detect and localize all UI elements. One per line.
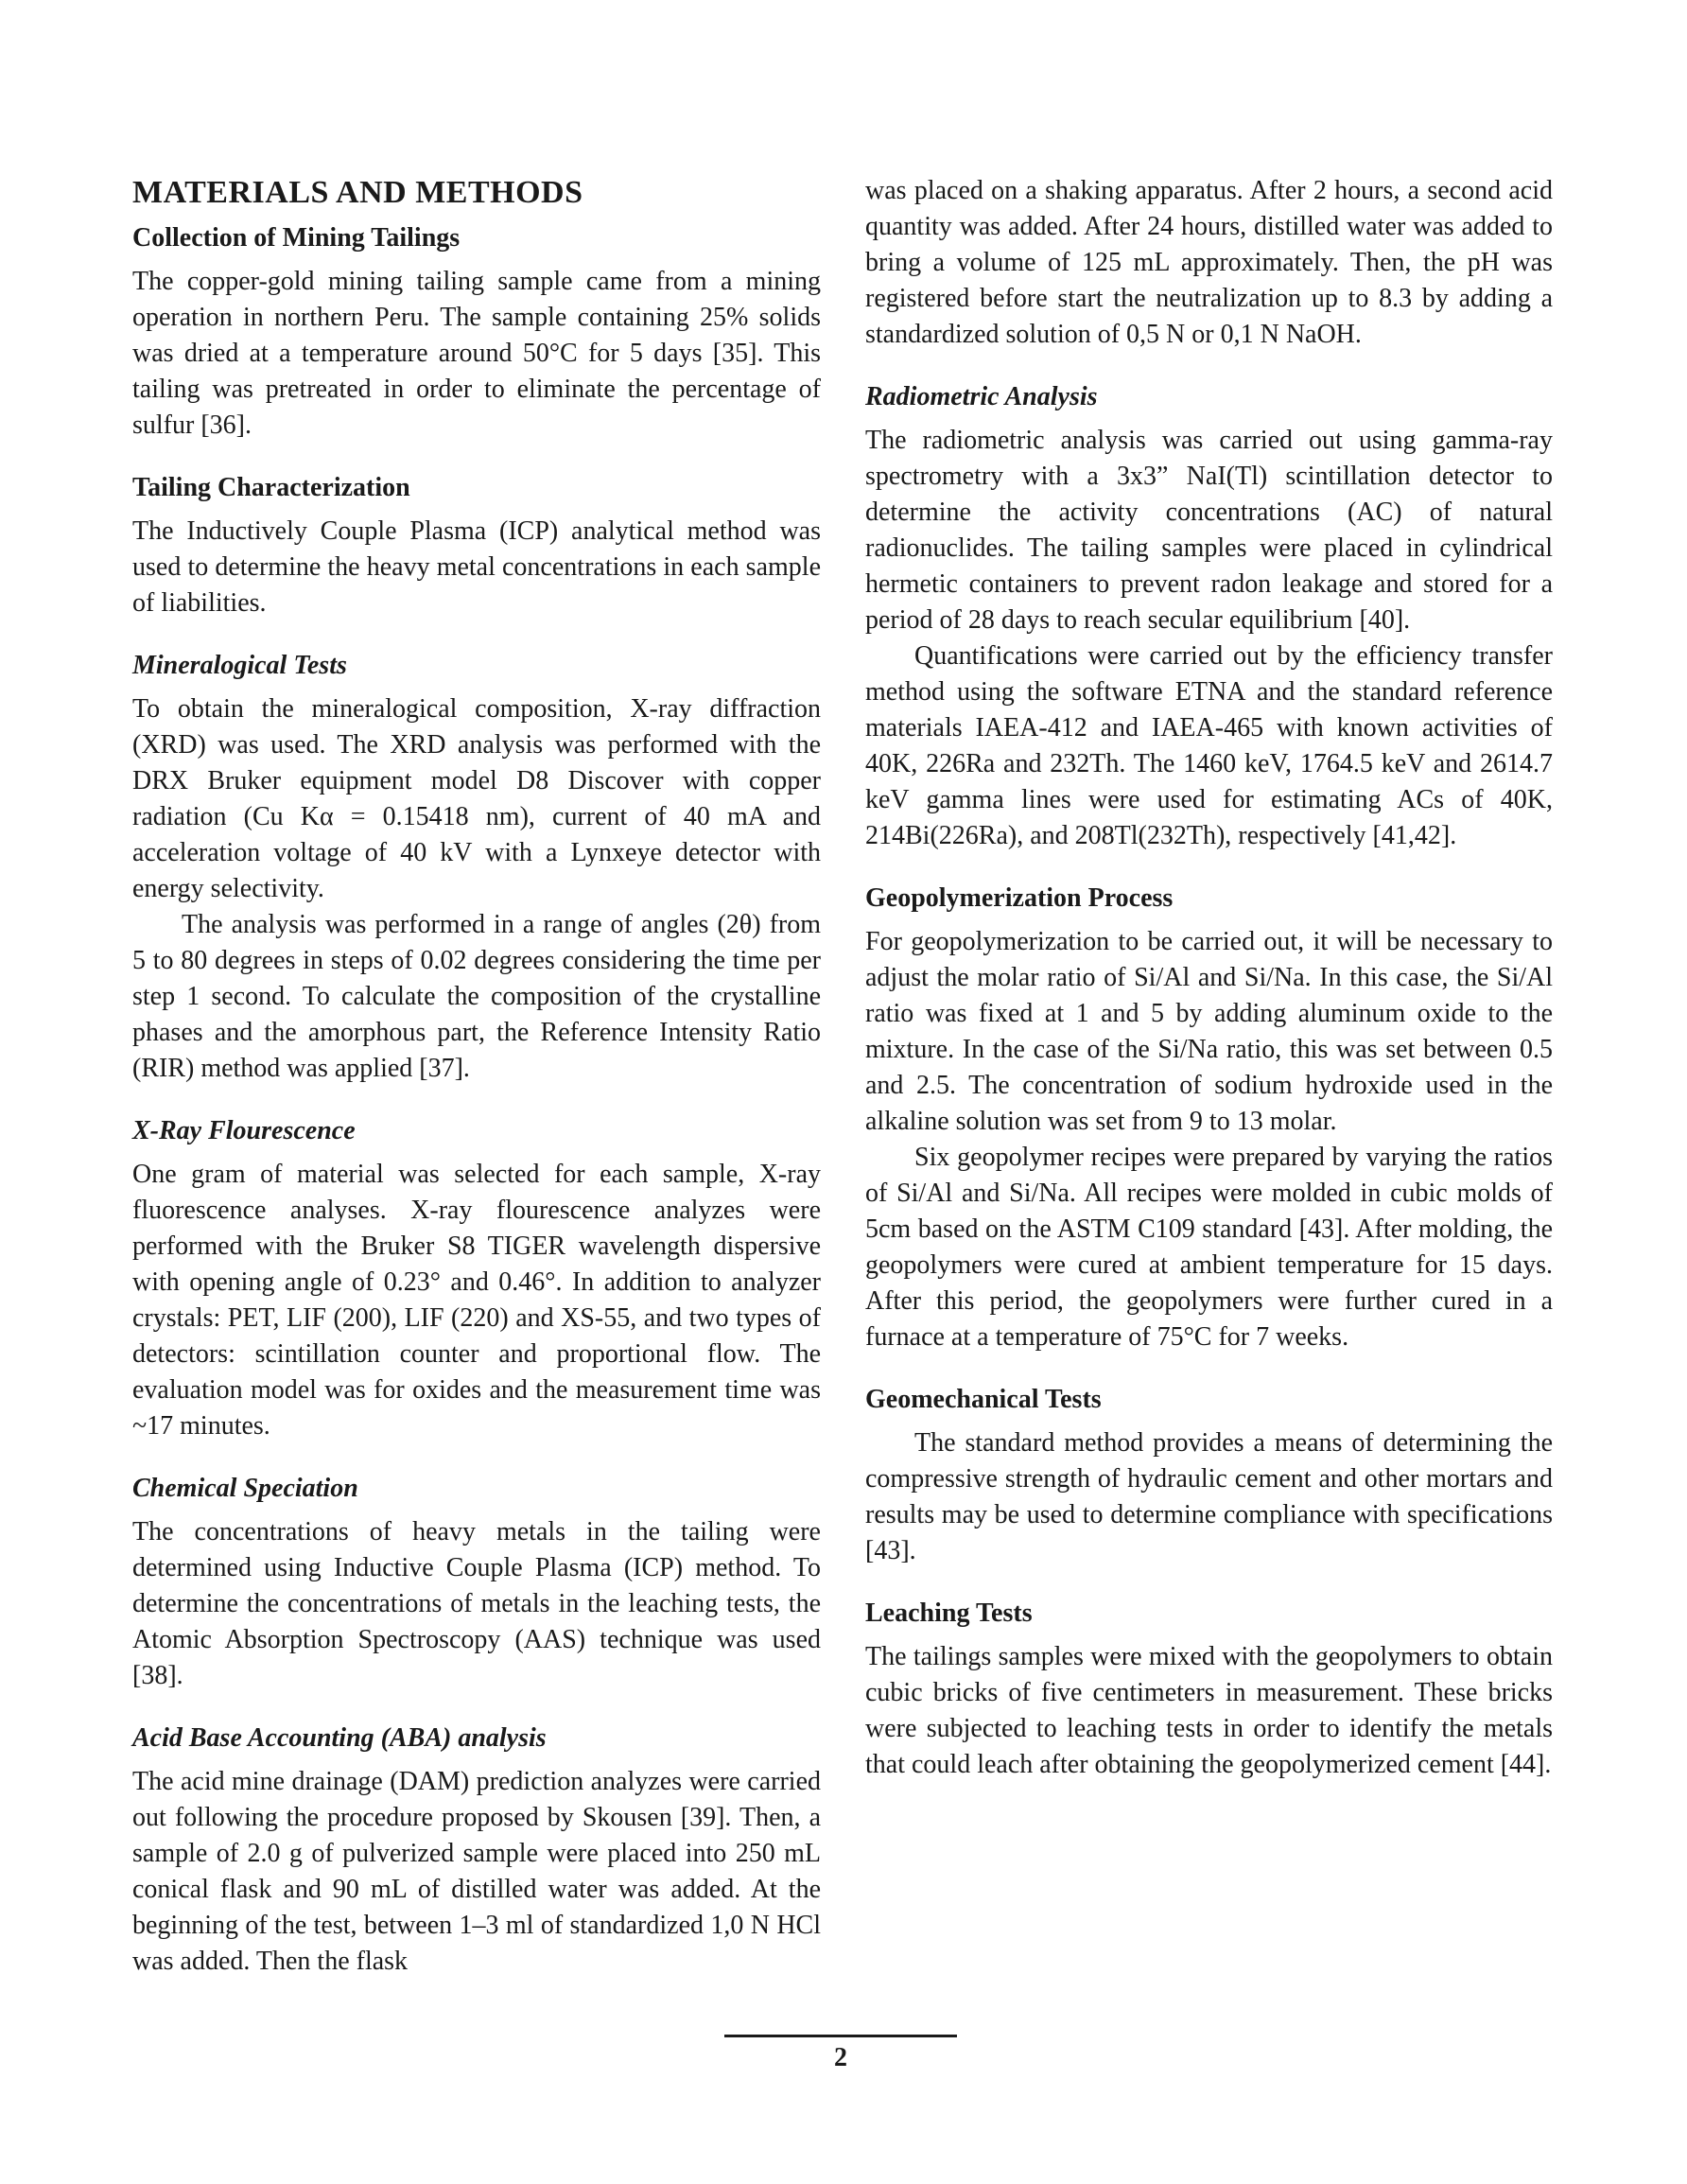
leaching-paragraph: The tailings samples were mixed with the geopolymers to obtain cubic bricks of five centimeters in measurement. These bricks were subjected to leaching tests in order to identify the metals that could leach after obtaining the geopolymerized cement [44].: [865, 1642, 1553, 1779]
right-column: [865, 173, 1553, 1783]
geopolymerization-paragraph-2: Six geopolymer recipes were prepared by varying the ratios of Si/Al and Si/Na. All recipes were molded in cubic molds of 5cm based on the ASTM C109 standard [43]. After molding, the geopolymers were cured at ambient temperature for 15 days. After this period, the geopolymers were further cured in a furnace at a temperature of 75°C for 7 weeks.: [865, 1143, 1553, 1352]
aba-heading: Acid Base Accounting (ABA) analysis: [132, 1723, 547, 1753]
xrf-paragraph: One gram of material was selected for each sample, X-ray fluorescence analyses. X-ray flourescence analyzes were performed with the Bruker S8 TIGER wavelength dispersive with opening angle of 0.23° and 0.46°. In addition to analyzer crystals: PET, LIF (200), LIF (220) and XS-55, and two types of detectors: scintillation counter and proportional flow. The evaluation model was for oxides and the measurement time was ~17 minutes.: [132, 1160, 821, 1441]
section-title: MATERIALS AND METHODS: [132, 175, 583, 210]
collection-paragraph: The copper-gold mining tailing sample came from a mining operation in northern Peru. The sample containing 25% solids was dried at a temperature around 50°C for 5 days [35]. This tailing was pretreated in order to eliminate the percentage of sulfur [36].: [132, 267, 821, 440]
tailing-heading: Tailing Characterization: [132, 473, 410, 502]
aba-paragraph-continued: was placed on a shaking apparatus. After 2 hours, a second acid quantity was added. After 24 hours, distilled water was added to bring a volume of 125 mL approximately. Then, the pH was registered before start the neutralization up to 8.3 by adding a standardized solution of 0,5 N or 0,1 N NaOH.: [865, 176, 1553, 349]
radiometric-paragraph-1: The radiometric analysis was carried out using gamma-ray spectrometry with a 3x3” NaI(Tl) scintillation detector to determine the activity concentrations (AC) of natural radionuclides. The tailing samples were placed in cylindrical hermetic containers to prevent radon leakage and stored for a period of 28 days to reach secular equilibrium [40].: [865, 426, 1553, 635]
geomechanical-heading: Geomechanical Tests: [865, 1385, 1102, 1414]
mineralogical-paragraph-2: The analysis was performed in a range of angles (2θ) from 5 to 80 degrees in steps of 0.02 degrees considering the time per step 1 second. To calculate the composition of the crystalline phases and the amorphous part, the Reference Intensity Ratio (RIR) method was applied [37].: [132, 910, 821, 1083]
collection-heading: Collection of Mining Tailings: [132, 223, 461, 253]
aba-paragraph: The acid mine drainage (DAM) prediction analyzes were carried out following the procedure proposed by Skousen [39]. Then, a sample of 2.0 g of pulverized sample were placed into 250 mL conical flask and 90 mL of distilled water was added. At the beginning of the test, between 1–3 ml of standardized 1,0 N HCl was added. Then the flask: [132, 1767, 821, 1976]
radiometric-heading: Radiometric Analysis: [865, 382, 1098, 411]
geopolymerization-heading: Geopolymerization Process: [865, 883, 1174, 913]
leaching-heading: Leaching Tests: [865, 1599, 1033, 1628]
geomechanical-paragraph: The standard method provides a means of determining the compressive strength of hydraulic cement and other mortars and results may be used to determine compliance with specifications [43].: [865, 1428, 1553, 1565]
mineralogical-heading: Mineralogical Tests: [132, 651, 347, 680]
footer-rule: [724, 2035, 957, 2037]
page-number: 2: [834, 2043, 847, 2072]
radiometric-paragraph-2: Quantifications were carried out by the efficiency transfer method using the software ETNA and the standard reference materials IAEA-412 and IAEA-465 with known activities of 40K, 226Ra and 232Th. The 1460 keV, 1764.5 keV and 2614.7 keV gamma lines were used for estimating ACs of 40K, 214Bi(226Ra), and 208Tl(232Th), respectively [41,42].: [865, 641, 1553, 850]
tailing-paragraph: The Inductively Couple Plasma (ICP) analytical method was used to determine the heavy metal concentrations in each sample of liabilities.: [132, 516, 821, 618]
chemical-heading: Chemical Speciation: [132, 1474, 358, 1503]
xrf-heading: X-Ray Flourescence: [132, 1116, 356, 1145]
geopolymerization-paragraph-1: For geopolymerization to be carried out, it will be necessary to adjust the molar ratio of Si/Al and Si/Na. In this case, the Si/Al ratio was fixed at 1 and 5 by adding aluminum oxide to the mixture. In the case of the Si/Na ratio, this was set between 0.5 and 2.5. The concentration of sodium hydroxide used in the alkaline solution was set from 9 to 13 molar.: [865, 927, 1553, 1136]
left-column: [132, 173, 821, 1980]
chemical-paragraph: The concentrations of heavy metals in the tailing were determined using Inductive Couple Plasma (ICP) method. To determine the concentrations of metals in the leaching tests, the Atomic Absorption Spectroscopy (AAS) technique was used [38].: [132, 1517, 821, 1690]
mineralogical-paragraph-1: To obtain the mineralogical composition, X-ray diffraction (XRD) was used. The XRD analysis was performed with the DRX Bruker equipment model D8 Discover with copper radiation (Cu Kα = 0.15418 nm), current of 40 mA and acceleration voltage of 40 kV with a Lynxeye detector with energy selectivity.: [132, 694, 821, 903]
